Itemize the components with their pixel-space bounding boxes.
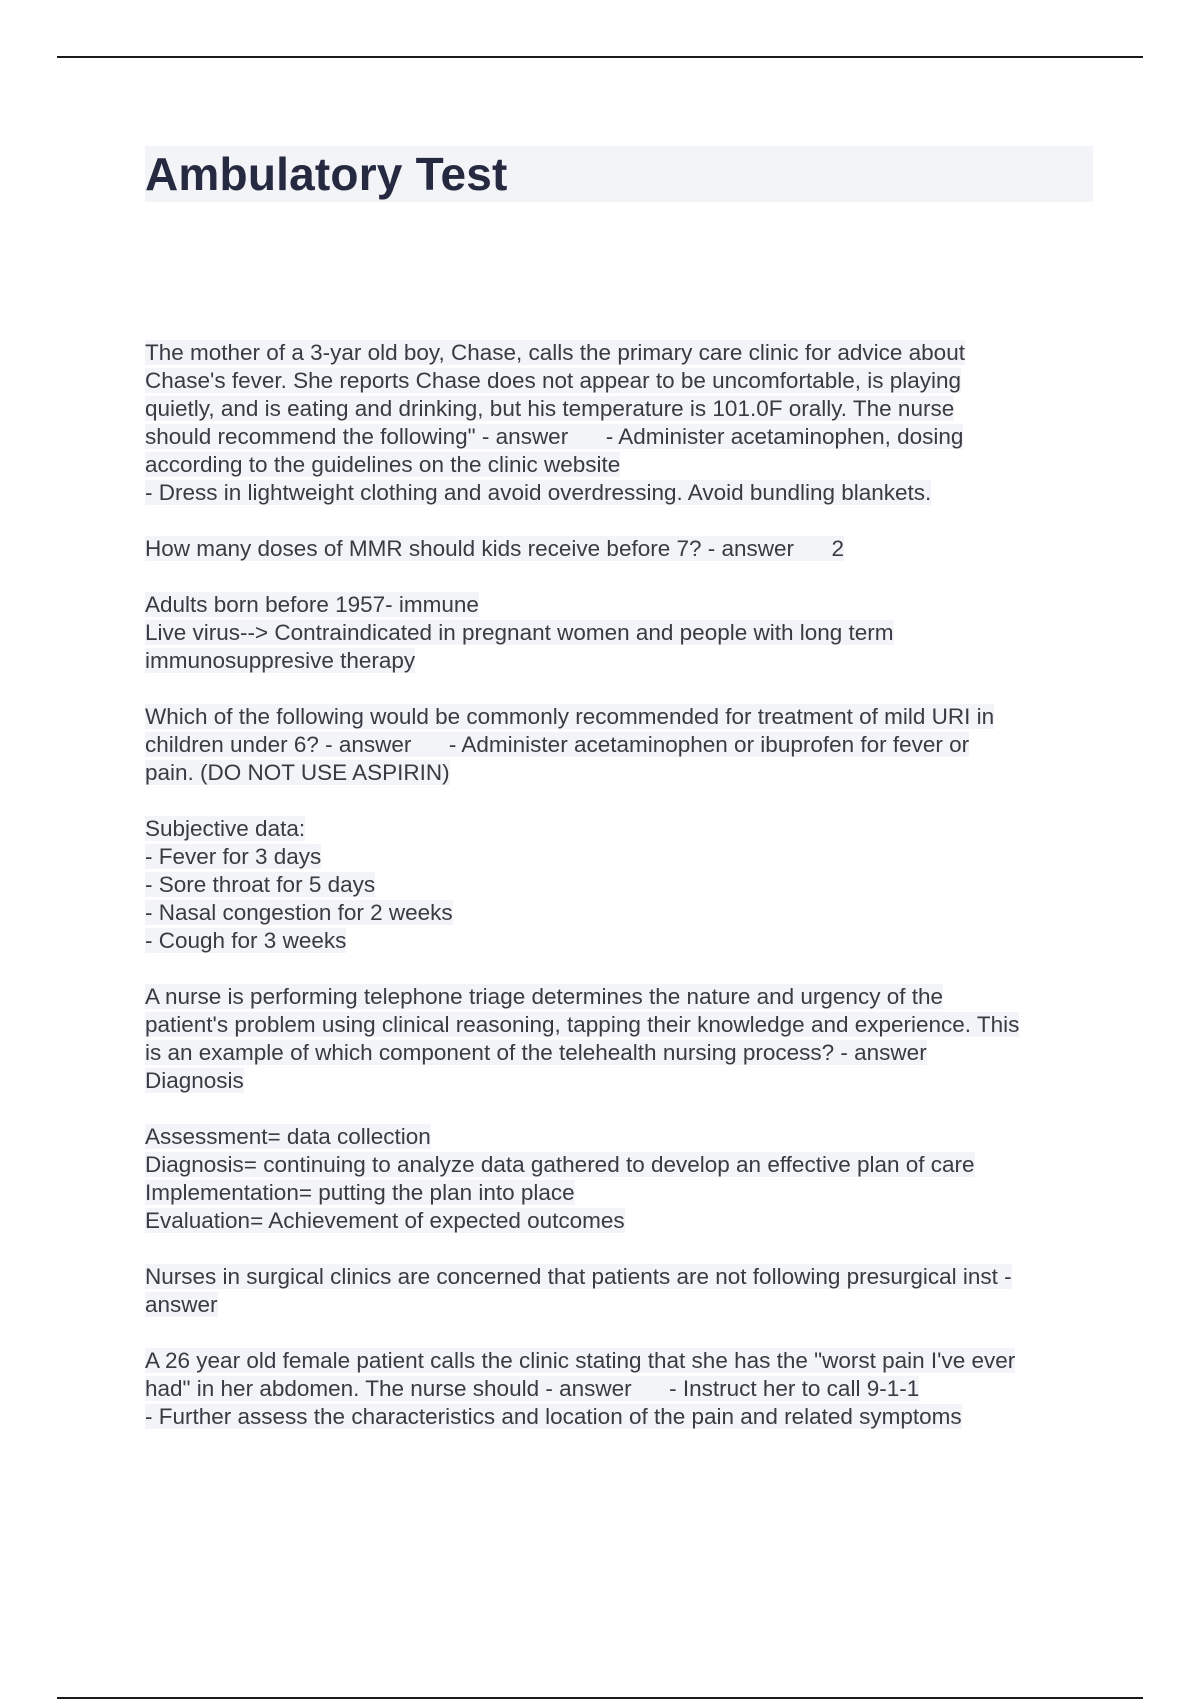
text-line <box>145 479 1105 507</box>
line-text: - Cough for 3 weeks <box>145 928 347 953</box>
text-line <box>145 647 1105 675</box>
bottom-rule <box>57 1697 1143 1699</box>
line-text: - Further assess the characteristics and location of the pain and related symptoms <box>145 1404 962 1429</box>
text-line <box>145 1123 1105 1151</box>
top-rule <box>57 56 1143 58</box>
line-text: according to the guidelines on the clinic website <box>145 452 621 477</box>
line-text: had" in her abdomen. The nurse should - answer - Instruct her to call 9-1-1 <box>145 1376 920 1401</box>
text-line <box>145 451 1105 479</box>
line-text: Nurses in surgical clinics are concerned that patients are not following presurgical inst - <box>145 1264 1012 1289</box>
line-text: patient's problem using clinical reasoning, tapping their knowledge and experience. This <box>145 1012 1020 1037</box>
text-line <box>145 927 1105 955</box>
line-text: Which of the following would be commonly recommended for treatment of mild URI in <box>145 704 995 729</box>
line-text: Chase's fever. She reports Chase does not appear to be uncomfortable, is playing <box>145 368 962 393</box>
text-line <box>145 1039 1105 1067</box>
text-line <box>145 423 1105 451</box>
text-line <box>145 535 1105 563</box>
line-text: is an example of which component of the telehealth nursing process? - answer <box>145 1040 927 1065</box>
text-line <box>145 1011 1105 1039</box>
text-line <box>145 815 1105 843</box>
line-text: A 26 year old female patient calls the clinic stating that she has the "worst pain I've ever <box>145 1348 1016 1373</box>
text-line <box>145 843 1105 871</box>
line-text: How many doses of MMR should kids receive before 7? - answer 2 <box>145 536 845 561</box>
line-text: - Dress in lightweight clothing and avoid overdressing. Avoid bundling blankets. <box>145 480 932 505</box>
text-line <box>145 731 1105 759</box>
text-line <box>145 703 1105 731</box>
text-line <box>145 619 1105 647</box>
qa-block <box>145 591 1105 675</box>
line-text: Diagnosis <box>145 1068 244 1093</box>
text-line <box>145 983 1105 1011</box>
line-text: Live virus--> Contraindicated in pregnant women and people with long term <box>145 620 894 645</box>
qa-block <box>145 535 1105 563</box>
line-text: Subjective data: <box>145 816 306 841</box>
line-text: The mother of a 3-yar old boy, Chase, calls the primary care clinic for advice about <box>145 340 965 365</box>
line-text: Implementation= putting the plan into place <box>145 1180 575 1205</box>
text-line <box>145 395 1105 423</box>
text-line <box>145 1151 1105 1179</box>
text-line <box>145 759 1105 787</box>
line-text: - Sore throat for 5 days <box>145 872 376 897</box>
text-line <box>145 899 1105 927</box>
text-line <box>145 591 1105 619</box>
page-title: Ambulatory Test <box>145 148 508 200</box>
text-line <box>145 1207 1105 1235</box>
qa-block <box>145 703 1105 787</box>
line-text: - Nasal congestion for 2 weeks <box>145 900 453 925</box>
line-text: quietly, and is eating and drinking, but his temperature is 101.0F orally. The nurse <box>145 396 955 421</box>
line-text: Diagnosis= continuing to analyze data gathered to develop an effective plan of care <box>145 1152 975 1177</box>
line-text: Evaluation= Achievement of expected outcomes <box>145 1208 625 1233</box>
text-line <box>145 339 1105 367</box>
document-body <box>145 339 1105 1459</box>
text-line <box>145 1347 1105 1375</box>
line-text: should recommend the following" - answer - Administer acetaminophen, dosing <box>145 424 964 449</box>
line-text: children under 6? - answer - Administer acetaminophen or ibuprofen for fever or <box>145 732 970 757</box>
line-text: answer <box>145 1292 218 1317</box>
line-text: - Fever for 3 days <box>145 844 322 869</box>
text-line <box>145 1067 1105 1095</box>
text-line <box>145 367 1105 395</box>
text-line <box>145 1179 1105 1207</box>
text-line <box>145 1375 1105 1403</box>
qa-block <box>145 339 1105 507</box>
qa-block <box>145 1123 1105 1235</box>
line-text: Assessment= data collection <box>145 1124 431 1149</box>
text-line <box>145 1403 1105 1431</box>
qa-block <box>145 1347 1105 1431</box>
line-text: Adults born before 1957- immune <box>145 592 479 617</box>
qa-block <box>145 983 1105 1095</box>
text-line <box>145 1291 1105 1319</box>
qa-block <box>145 1263 1105 1319</box>
qa-block <box>145 815 1105 955</box>
line-text: A nurse is performing telephone triage determines the nature and urgency of the <box>145 984 943 1009</box>
text-line <box>145 1263 1105 1291</box>
line-text: pain. (DO NOT USE ASPIRIN) <box>145 760 450 785</box>
text-line <box>145 871 1105 899</box>
line-text: immunosuppresive therapy <box>145 648 416 673</box>
